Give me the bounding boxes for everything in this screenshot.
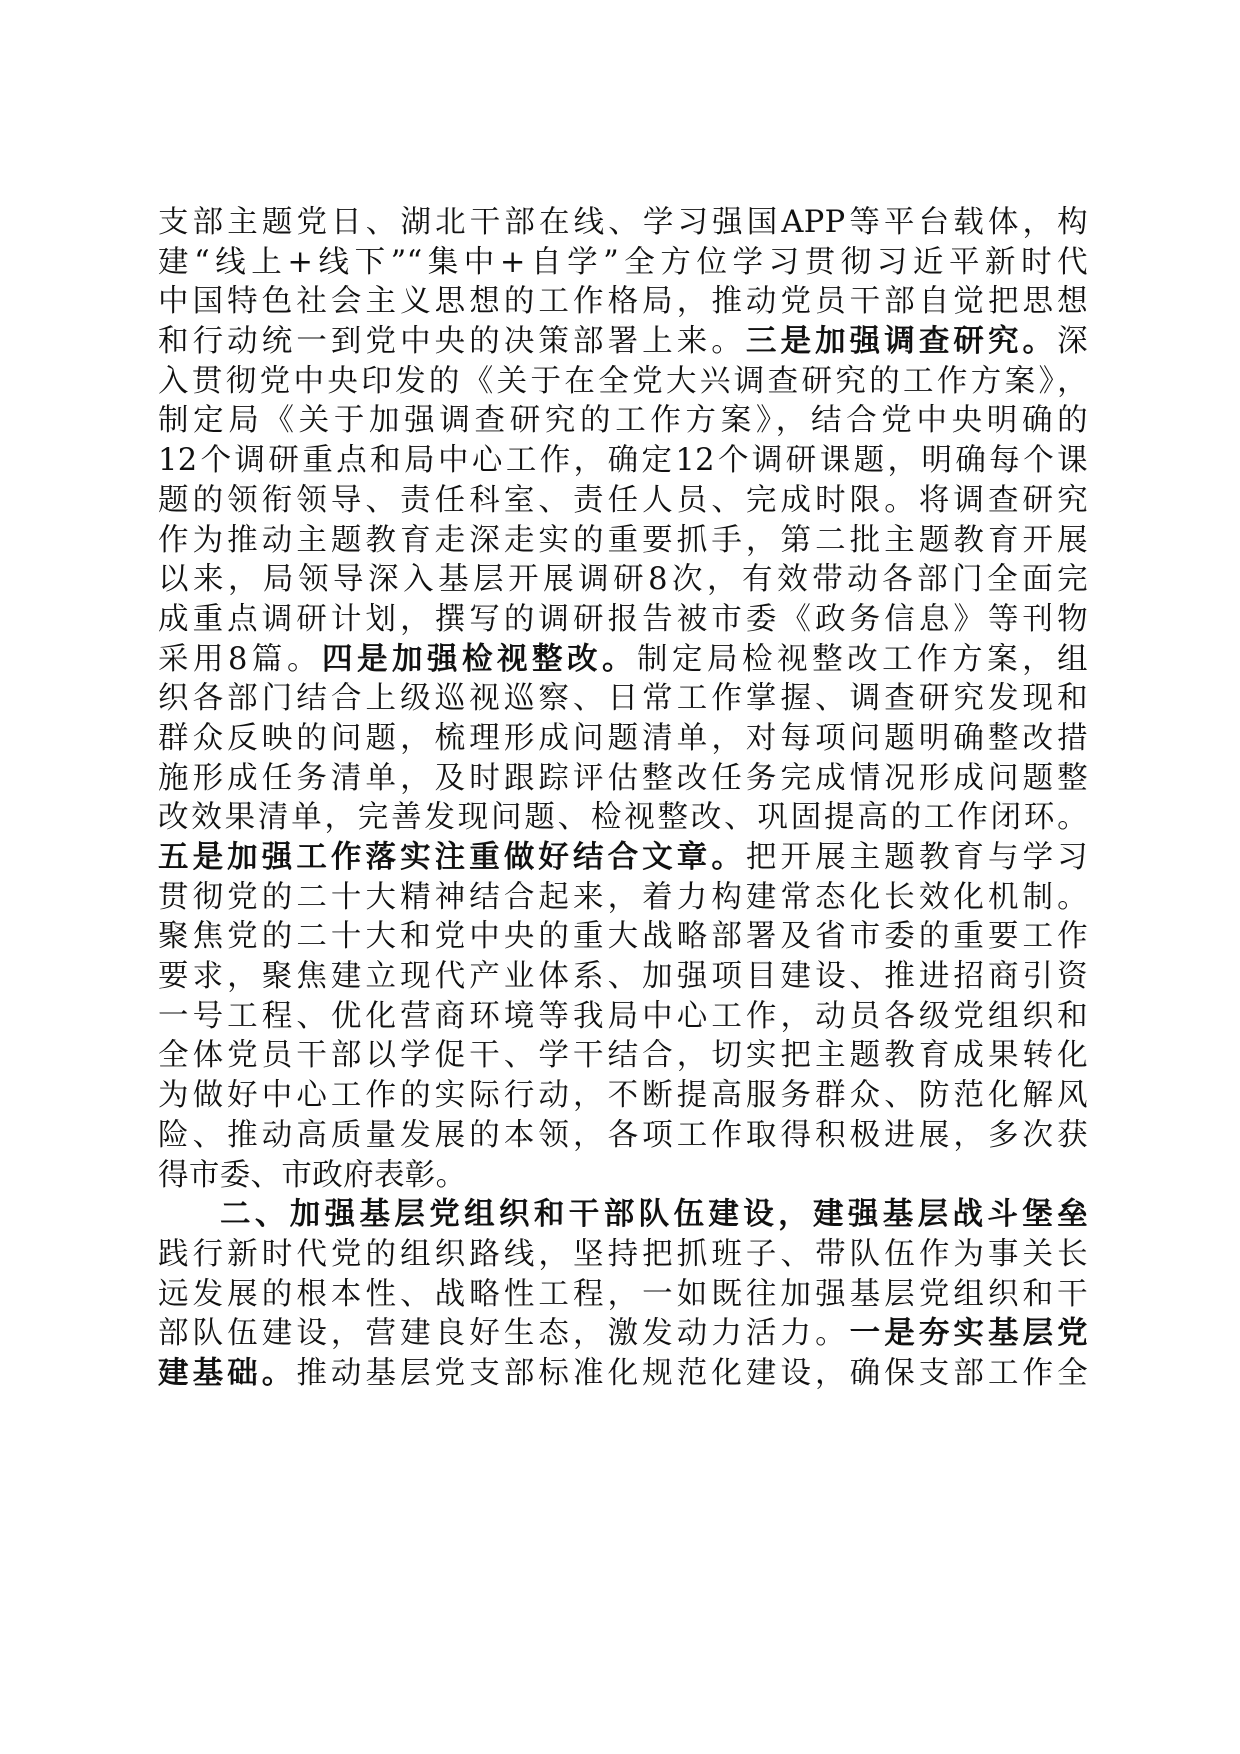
text-segment: 采用8篇。 bbox=[158, 641, 322, 677]
text-line bbox=[158, 203, 1088, 243]
text-segment: 题的领衔领导、责任科室、责任人员、完成时限。将调查研究 bbox=[158, 482, 1088, 518]
text-line bbox=[158, 1354, 1088, 1394]
text-segment: 12个调研重点和局中心工作，确定12个调研课题，明确每个课 bbox=[158, 443, 1088, 479]
text-line bbox=[158, 362, 1088, 402]
text-segment: 群众反映的问题，梳理形成问题清单，对每项问题明确整改措 bbox=[158, 720, 1088, 756]
text-segment: 改效果清单，完善发现问题、检视整改、巩固提高的工作闭环。 bbox=[158, 800, 1088, 836]
text-segment: 制定局检视整改工作方案，组 bbox=[637, 641, 1088, 677]
text-segment: 践行新时代党的组织路线，坚持把抓班子、带队伍作为事关长 bbox=[158, 1236, 1088, 1272]
section-heading bbox=[158, 1195, 1088, 1235]
text-line bbox=[158, 838, 1088, 878]
text-line bbox=[158, 322, 1088, 362]
text-segment: 深 bbox=[1057, 324, 1089, 360]
text-line bbox=[158, 441, 1088, 481]
text-segment: 成重点调研计划，撰写的调研报告被市委《政务信息》等刊物 bbox=[158, 601, 1088, 637]
text-line bbox=[158, 640, 1088, 680]
text-segment: 贯彻党的二十大精神结合起来，着力构建常态化长效化机制。 bbox=[158, 879, 1088, 915]
text-line bbox=[158, 401, 1088, 441]
text-segment: 要求，聚焦建立现代产业体系、加强项目建设、推进招商引资 bbox=[158, 959, 1088, 995]
text-line bbox=[158, 600, 1088, 640]
text-segment: 施形成任务清单，及时跟踪评估整改任务完成情况形成问题整 bbox=[158, 760, 1088, 796]
bold-phrase: 四是加强检视整改。 bbox=[321, 641, 638, 677]
text-segment: 推动基层党支部标准化规范化建设，确保支部工作全 bbox=[296, 1355, 1088, 1391]
text-line bbox=[158, 798, 1088, 838]
text-line bbox=[158, 1314, 1088, 1354]
text-line bbox=[158, 243, 1088, 283]
text-segment: 一号工程、优化营商环境等我局中心工作，动员各级党组织和 bbox=[158, 998, 1088, 1034]
text-segment: 中国特色社会主义思想的工作格局，推动党员干部自觉把思想 bbox=[158, 284, 1088, 320]
document-body bbox=[158, 203, 1088, 1394]
text-line bbox=[158, 1275, 1088, 1315]
bold-phrase: 三是加强调查研究。 bbox=[745, 324, 1058, 360]
bold-phrase: 一是夯实基层党 bbox=[849, 1316, 1089, 1352]
text-line bbox=[158, 679, 1088, 719]
bold-phrase: 五是加强工作落实注重做好结合文章。 bbox=[158, 840, 746, 875]
text-segment: 把开展主题教育与学习 bbox=[745, 840, 1088, 875]
text-segment: 制定局《关于加强调查研究的工作方案》，结合党中央明确的 bbox=[158, 403, 1088, 439]
text-segment: 入贯彻党中央印发的《关于在全党大兴调查研究的工作方案》， bbox=[158, 363, 1088, 399]
text-segment: 建“线上+线下”“集中+自学”全方位学习贯彻习近平新时代 bbox=[158, 244, 1088, 280]
text-segment: 作为推动主题教育走深走实的重要抓手，第二批主题教育开展 bbox=[158, 522, 1088, 558]
text-line bbox=[158, 719, 1088, 759]
text-line bbox=[158, 759, 1088, 799]
text-segment: 聚焦党的二十大和党中央的重大战略部署及省市委的重要工作 bbox=[158, 919, 1088, 955]
text-segment: 险、推动高质量发展的本领，各项工作取得积极进展，多次获 bbox=[158, 1117, 1088, 1153]
text-segment: 远发展的根本性、战略性工程，一如既往加强基层党组织和干 bbox=[158, 1276, 1088, 1312]
text-line bbox=[158, 1076, 1088, 1116]
text-line bbox=[158, 1156, 1088, 1196]
bold-phrase: 建基础。 bbox=[158, 1355, 297, 1391]
text-line bbox=[158, 521, 1088, 561]
text-segment: 织各部门结合上级巡视巡察、日常工作掌握、调查研究发现和 bbox=[158, 681, 1088, 717]
text-segment: 和行动统一到党中央的决策部署上来。 bbox=[158, 324, 746, 360]
text-line bbox=[158, 1235, 1088, 1275]
text-segment: 支部主题党日、湖北干部在线、学习强国APP等平台载体，构 bbox=[158, 205, 1088, 240]
text-line bbox=[158, 1036, 1088, 1076]
text-line bbox=[158, 560, 1088, 600]
text-segment: 为做好中心工作的实际行动，不断提高服务群众、防范化解风 bbox=[158, 1078, 1088, 1114]
text-segment: 得市委、市政府表彰。 bbox=[158, 1157, 467, 1193]
text-line bbox=[158, 917, 1088, 957]
text-line bbox=[158, 878, 1088, 918]
text-line bbox=[158, 957, 1088, 997]
text-line bbox=[158, 481, 1088, 521]
text-line bbox=[158, 282, 1088, 322]
bold-phrase: 二、加强基层党组织和干部队伍建设，建强基层战斗堡垒 bbox=[220, 1197, 1088, 1233]
text-line bbox=[158, 1116, 1088, 1156]
text-segment: 以来，局领导深入基层开展调研8次，有效带动各部门全面完 bbox=[158, 562, 1088, 598]
text-segment: 全体党员干部以学促干、学干结合，切实把主题教育成果转化 bbox=[158, 1038, 1088, 1074]
text-line bbox=[158, 997, 1088, 1037]
text-segment: 部队伍建设，营建良好生态，激发动力活力。 bbox=[158, 1316, 850, 1352]
